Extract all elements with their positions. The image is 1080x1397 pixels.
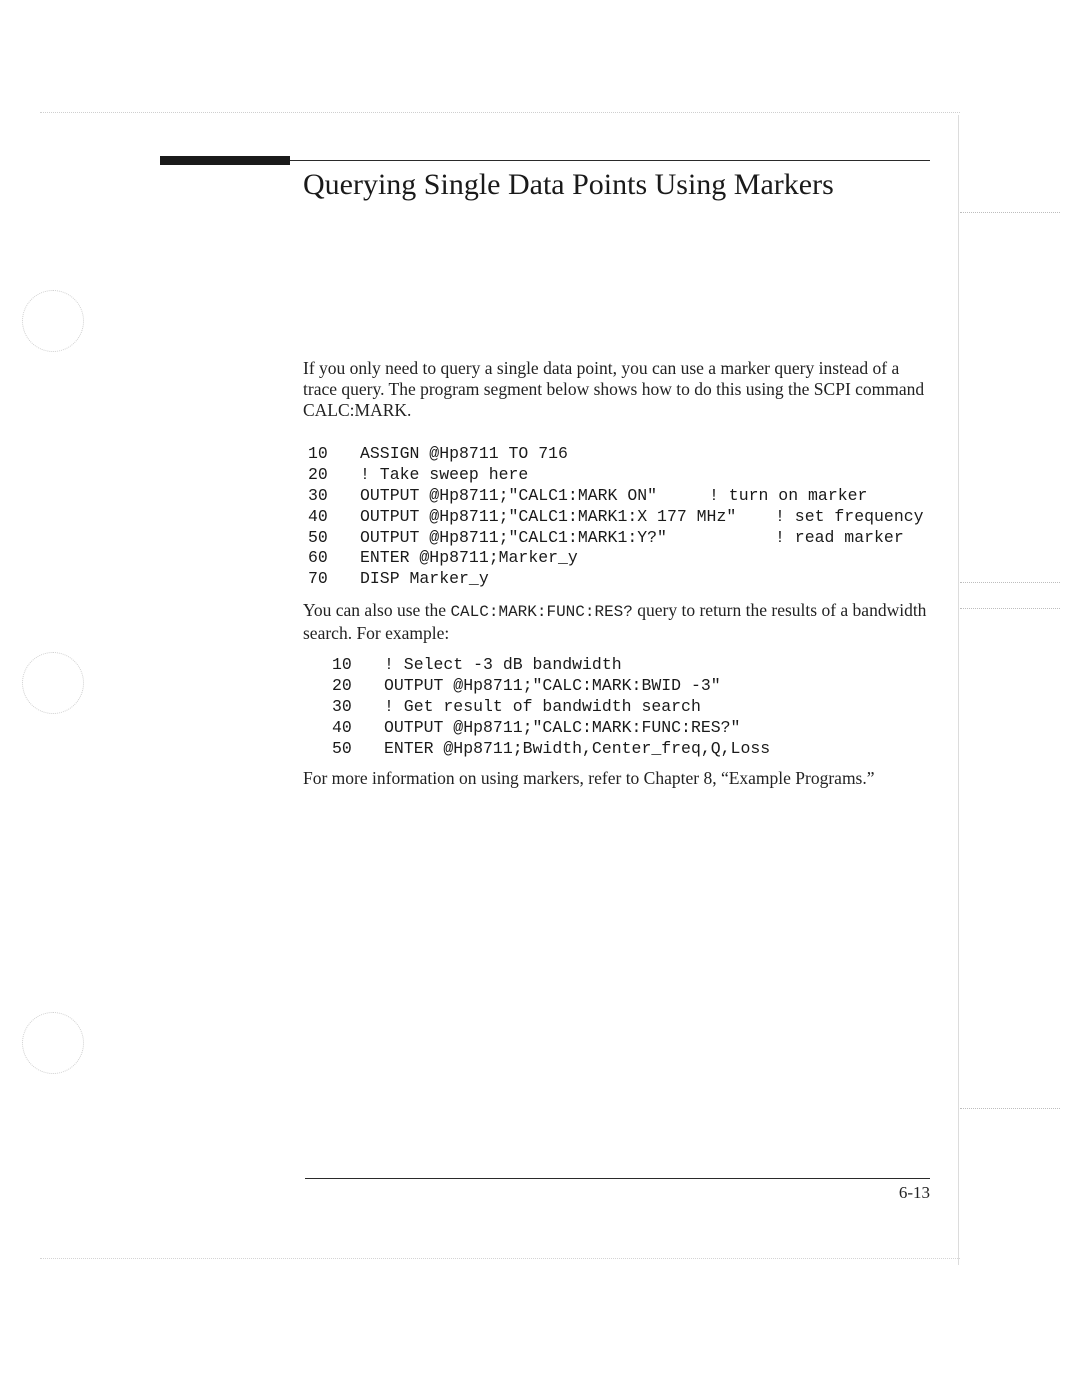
punch-hole xyxy=(22,652,84,714)
reference-paragraph: For more information on using markers, refer to Chapter 8, “Example Programs.” xyxy=(303,768,875,788)
bandwidth-paragraph-text: query to return the results of a bandwidth search. For example: xyxy=(303,600,927,643)
code-line xyxy=(308,465,924,486)
code-statement: ! Take sweep here xyxy=(360,464,529,484)
page-edge-rule xyxy=(958,115,959,1265)
line-number: 20 xyxy=(308,464,328,484)
code-listing-bandwidth-search xyxy=(332,655,770,759)
line-number: 30 xyxy=(308,485,328,505)
code-comment: ! read marker xyxy=(775,527,904,547)
code-statement: OUTPUT @Hp8711;"CALC:MARK:BWID -3" xyxy=(384,675,721,695)
code-line xyxy=(332,697,770,718)
bandwidth-paragraph-text: You can also use the xyxy=(303,600,451,620)
code-line xyxy=(332,676,770,697)
punch-hole xyxy=(22,290,84,352)
line-number: 30 xyxy=(332,696,352,716)
line-number: 60 xyxy=(308,548,328,568)
line-number: 40 xyxy=(308,506,328,526)
code-line xyxy=(308,486,924,507)
code-line xyxy=(308,528,924,549)
code-statement: ENTER @Hp8711;Marker_y xyxy=(360,548,578,568)
code-listing-marker-query xyxy=(308,444,924,590)
line-number: 10 xyxy=(308,444,328,463)
bandwidth-paragraph xyxy=(303,600,933,644)
tab-mark xyxy=(960,212,1060,213)
code-statement: OUTPUT @Hp8711;"CALC1:MARK1:Y?" xyxy=(360,527,667,547)
code-statement: ! Select -3 dB bandwidth xyxy=(384,655,622,674)
intro-paragraph: If you only need to query a single data point, you can use a marker query instead of a trace query. The program segment below shows how to do this using the SCPI command CALC:MARK. xyxy=(303,358,925,420)
code-comment: ! turn on marker xyxy=(709,485,868,505)
code-line xyxy=(332,739,770,760)
tab-mark xyxy=(960,1108,1060,1109)
code-statement: OUTPUT @Hp8711;"CALC:MARK:FUNC:RES?" xyxy=(384,717,741,737)
code-line xyxy=(308,548,924,569)
footer-rule xyxy=(305,1178,930,1179)
line-number: 20 xyxy=(332,675,352,695)
code-statement: ENTER @Hp8711;Bwidth,Center_freq,Q,Loss xyxy=(384,738,771,758)
punch-hole xyxy=(22,1012,84,1074)
code-line xyxy=(308,569,924,590)
line-number: 10 xyxy=(332,655,352,674)
page-number: 6-13 xyxy=(898,1183,930,1202)
code-line xyxy=(308,507,924,528)
code-statement: OUTPUT @Hp8711;"CALC1:MARK1:X 177 MHz" xyxy=(360,506,737,526)
heading-bar xyxy=(160,156,290,165)
page-title: Querying Single Data Points Using Markers xyxy=(303,168,834,201)
code-statement: ASSIGN @Hp8711 TO 716 xyxy=(360,444,568,463)
scan-edge-top xyxy=(40,112,960,113)
inline-command: CALC:MARK:FUNC:RES? xyxy=(450,603,633,621)
code-line xyxy=(308,444,924,465)
tab-mark xyxy=(960,582,1060,583)
heading-rule xyxy=(290,160,930,161)
tab-mark xyxy=(960,608,1060,609)
code-line xyxy=(332,655,770,676)
line-number: 50 xyxy=(332,738,352,758)
line-number: 70 xyxy=(308,569,328,589)
code-comment: ! set frequency xyxy=(775,506,924,526)
code-statement: ! Get result of bandwidth search xyxy=(384,696,701,716)
code-statement: DISP Marker_y xyxy=(360,569,489,589)
code-statement: OUTPUT @Hp8711;"CALC1:MARK ON" xyxy=(360,485,658,505)
line-number: 50 xyxy=(308,527,328,547)
scan-edge-bottom xyxy=(40,1258,960,1259)
line-number: 40 xyxy=(332,717,352,737)
code-line xyxy=(332,718,770,739)
